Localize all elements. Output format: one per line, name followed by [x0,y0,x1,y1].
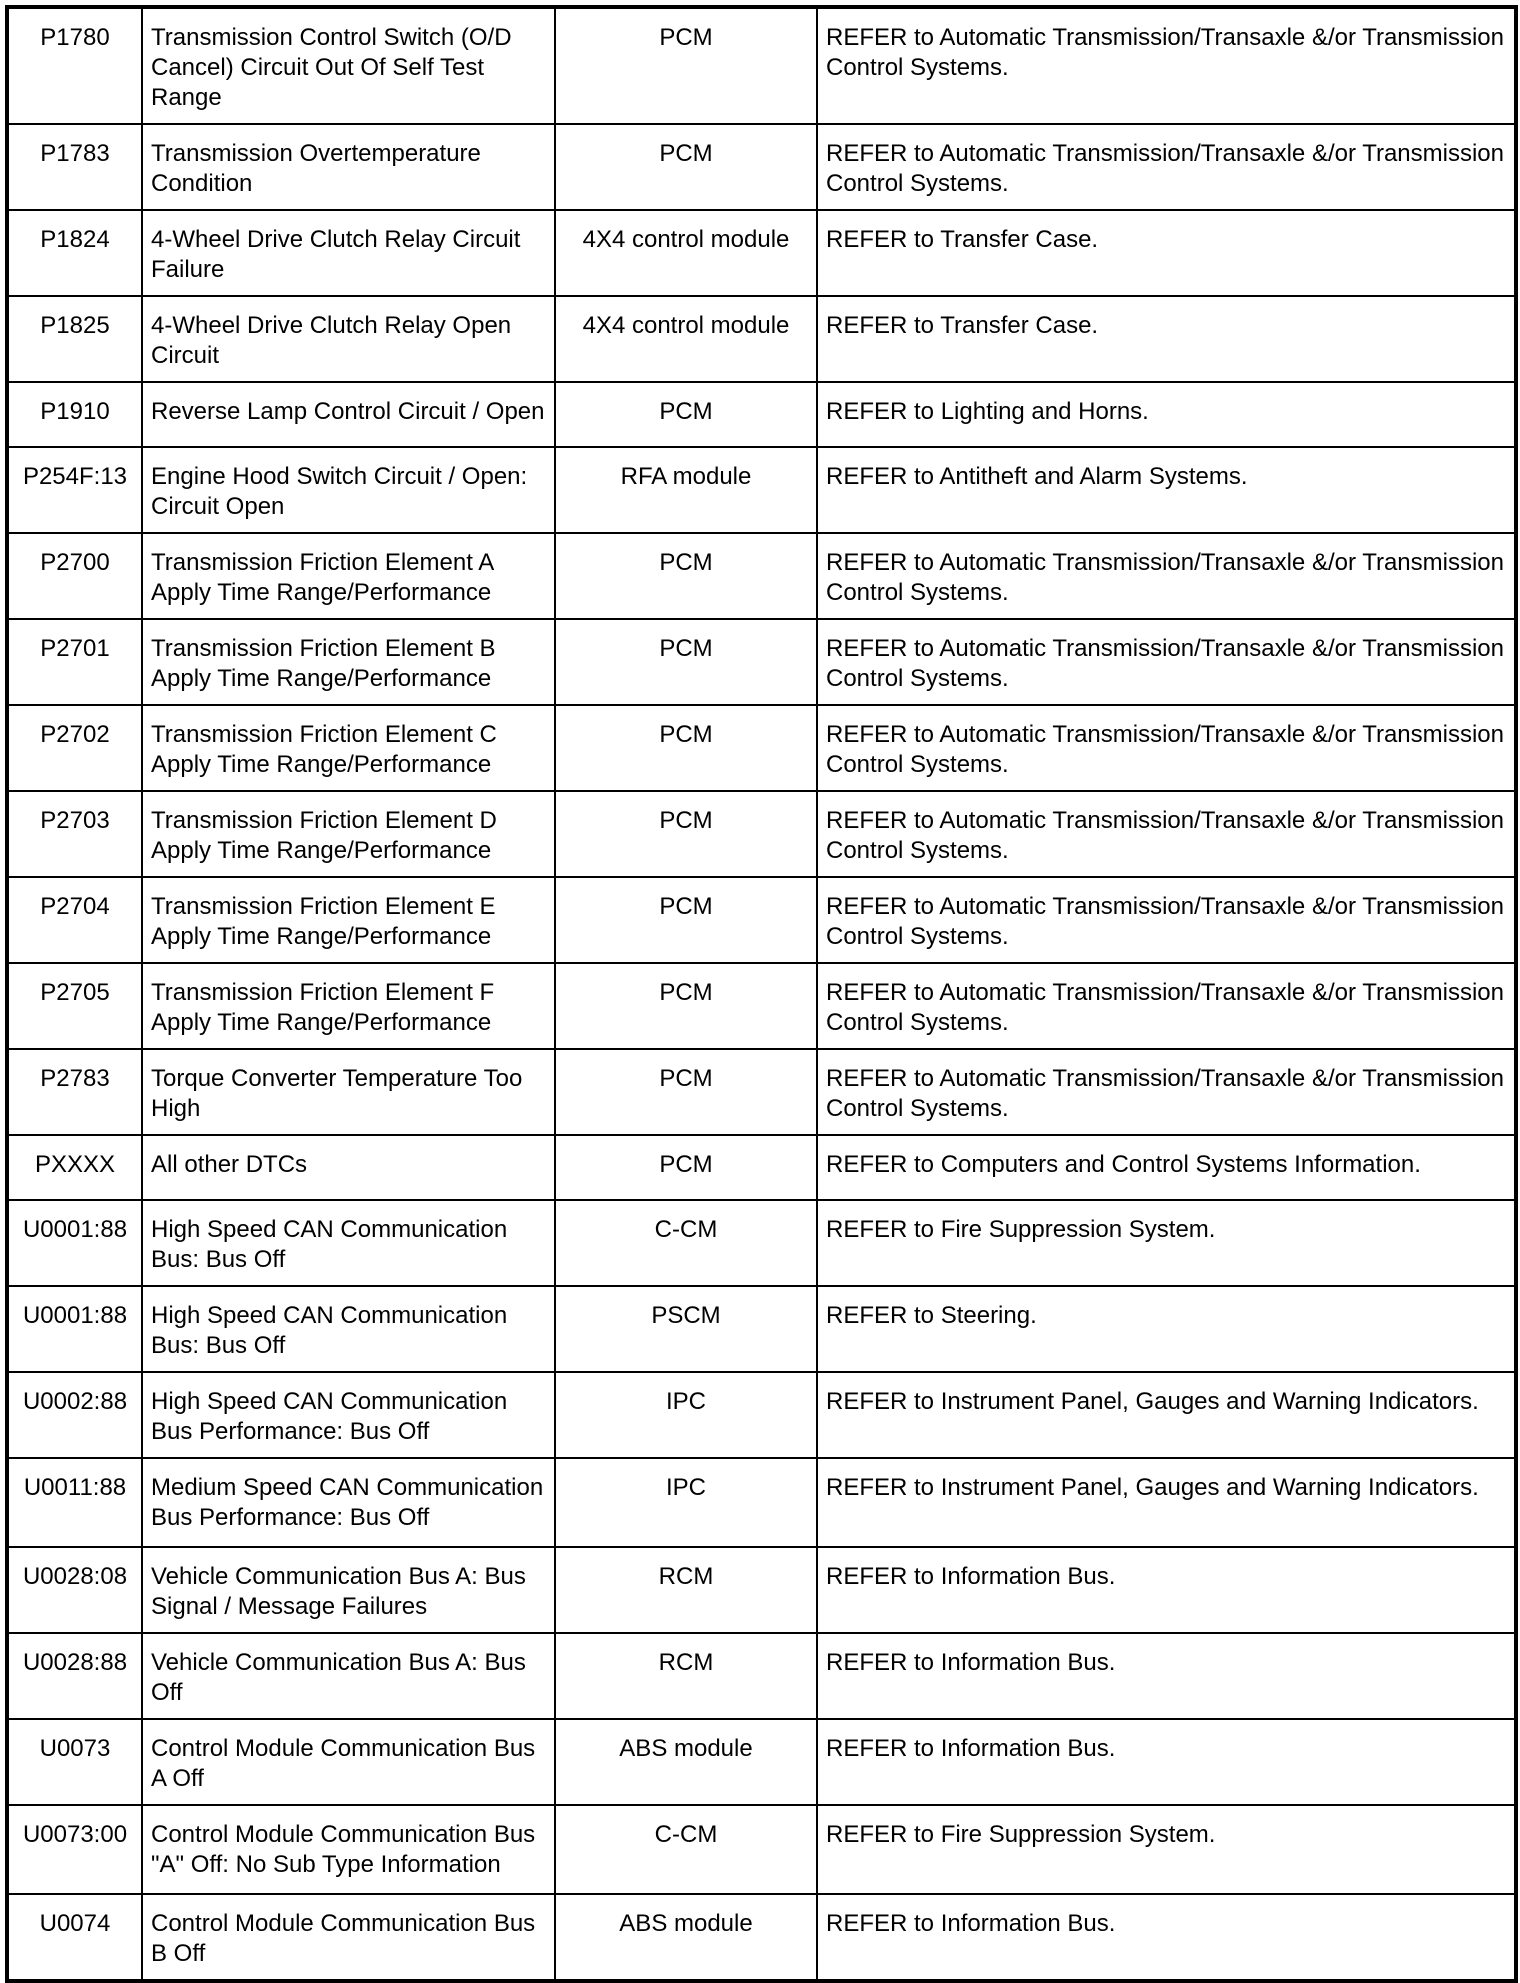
dtc-description: Transmission Overtemperature Condition [142,124,555,210]
table-row [7,791,1516,877]
dtc-code: U0074 [7,1894,142,1981]
table-row [7,1894,1516,1981]
dtc-action: REFER to Information Bus. [817,1547,1516,1633]
table-row [7,1458,1516,1547]
table-row [7,296,1516,382]
dtc-description: Vehicle Communication Bus A: Bus Off [142,1633,555,1719]
dtc-action: REFER to Automatic Transmission/Transaxle &/or Transmission Control Systems. [817,705,1516,791]
table-row [7,382,1516,447]
dtc-module: PCM [555,533,817,619]
dtc-description: Transmission Friction Element C Apply Time Range/Performance [142,705,555,791]
dtc-description: Control Module Communication Bus "A" Off: No Sub Type Information [142,1805,555,1894]
dtc-code: U0001:88 [7,1286,142,1372]
dtc-action: REFER to Transfer Case. [817,296,1516,382]
dtc-description: Transmission Friction Element A Apply Time Range/Performance [142,533,555,619]
dtc-module: RCM [555,1633,817,1719]
dtc-code: P2783 [7,1049,142,1135]
dtc-module: PCM [555,619,817,705]
dtc-module: PCM [555,382,817,447]
table-row [7,1633,1516,1719]
dtc-description: Engine Hood Switch Circuit / Open: Circuit Open [142,447,555,533]
table-row [7,1719,1516,1805]
dtc-description: Control Module Communication Bus A Off [142,1719,555,1805]
dtc-description: Transmission Friction Element D Apply Time Range/Performance [142,791,555,877]
dtc-module: 4X4 control module [555,296,817,382]
dtc-code: P1783 [7,124,142,210]
dtc-description: High Speed CAN Communication Bus: Bus Off [142,1286,555,1372]
dtc-code: U0028:08 [7,1547,142,1633]
dtc-action: REFER to Automatic Transmission/Transaxle &/or Transmission Control Systems. [817,963,1516,1049]
dtc-module: C-CM [555,1200,817,1286]
dtc-action: REFER to Transfer Case. [817,210,1516,296]
dtc-action: REFER to Information Bus. [817,1719,1516,1805]
dtc-code: U0002:88 [7,1372,142,1458]
dtc-module: PCM [555,1049,817,1135]
dtc-module: PCM [555,7,817,124]
dtc-description: Reverse Lamp Control Circuit / Open [142,382,555,447]
dtc-module: PCM [555,963,817,1049]
dtc-description: Medium Speed CAN Communication Bus Performance: Bus Off [142,1458,555,1547]
dtc-description: High Speed CAN Communication Bus Performance: Bus Off [142,1372,555,1458]
dtc-module: C-CM [555,1805,817,1894]
dtc-code: U0011:88 [7,1458,142,1547]
dtc-action: REFER to Instrument Panel, Gauges and Warning Indicators. [817,1372,1516,1458]
dtc-table [5,5,1518,1983]
dtc-description: Vehicle Communication Bus A: Bus Signal / Message Failures [142,1547,555,1633]
table-row [7,7,1516,124]
table-row [7,1286,1516,1372]
dtc-action: REFER to Automatic Transmission/Transaxle &/or Transmission Control Systems. [817,124,1516,210]
dtc-code: P1910 [7,382,142,447]
dtc-module: PCM [555,1135,817,1200]
dtc-module: ABS module [555,1719,817,1805]
dtc-code: P2704 [7,877,142,963]
dtc-action: REFER to Fire Suppression System. [817,1805,1516,1894]
dtc-description: Transmission Friction Element F Apply Time Range/Performance [142,963,555,1049]
dtc-module: RCM [555,1547,817,1633]
dtc-module: IPC [555,1458,817,1547]
table-row [7,1135,1516,1200]
dtc-code: P2701 [7,619,142,705]
dtc-description: 4-Wheel Drive Clutch Relay Open Circuit [142,296,555,382]
dtc-module: PCM [555,791,817,877]
table-row [7,124,1516,210]
dtc-description: Torque Converter Temperature Too High [142,1049,555,1135]
table-row [7,877,1516,963]
dtc-code: U0001:88 [7,1200,142,1286]
dtc-action: REFER to Antitheft and Alarm Systems. [817,447,1516,533]
dtc-description: Transmission Friction Element B Apply Time Range/Performance [142,619,555,705]
dtc-table-body [7,7,1516,1981]
dtc-module: 4X4 control module [555,210,817,296]
dtc-code: P2703 [7,791,142,877]
dtc-action: REFER to Lighting and Horns. [817,382,1516,447]
dtc-code: P2702 [7,705,142,791]
dtc-description: Control Module Communication Bus B Off [142,1894,555,1981]
dtc-module: PCM [555,877,817,963]
dtc-module: IPC [555,1372,817,1458]
dtc-code: P2700 [7,533,142,619]
dtc-description: Transmission Friction Element E Apply Time Range/Performance [142,877,555,963]
dtc-action: REFER to Computers and Control Systems Information. [817,1135,1516,1200]
dtc-module: RFA module [555,447,817,533]
dtc-code: U0028:88 [7,1633,142,1719]
dtc-action: REFER to Automatic Transmission/Transaxle &/or Transmission Control Systems. [817,877,1516,963]
dtc-action: REFER to Automatic Transmission/Transaxle &/or Transmission Control Systems. [817,7,1516,124]
table-row [7,963,1516,1049]
dtc-action: REFER to Instrument Panel, Gauges and Warning Indicators. [817,1458,1516,1547]
dtc-module: PSCM [555,1286,817,1372]
dtc-code: U0073:00 [7,1805,142,1894]
table-row [7,1200,1516,1286]
dtc-action: REFER to Automatic Transmission/Transaxle &/or Transmission Control Systems. [817,791,1516,877]
dtc-code: U0073 [7,1719,142,1805]
dtc-code: PXXXX [7,1135,142,1200]
dtc-description: Transmission Control Switch (O/D Cancel) Circuit Out Of Self Test Range [142,7,555,124]
table-row [7,1805,1516,1894]
dtc-description: High Speed CAN Communication Bus: Bus Off [142,1200,555,1286]
table-row [7,447,1516,533]
dtc-code: P2705 [7,963,142,1049]
dtc-code: P1780 [7,7,142,124]
table-row [7,1372,1516,1458]
dtc-description: All other DTCs [142,1135,555,1200]
table-row [7,1547,1516,1633]
dtc-code: P254F:13 [7,447,142,533]
dtc-action: REFER to Automatic Transmission/Transaxle &/or Transmission Control Systems. [817,1049,1516,1135]
dtc-description: 4-Wheel Drive Clutch Relay Circuit Failure [142,210,555,296]
table-row [7,1049,1516,1135]
dtc-module: ABS module [555,1894,817,1981]
dtc-code: P1825 [7,296,142,382]
dtc-action: REFER to Automatic Transmission/Transaxle &/or Transmission Control Systems. [817,619,1516,705]
table-row [7,619,1516,705]
dtc-action: REFER to Information Bus. [817,1633,1516,1719]
dtc-action: REFER to Fire Suppression System. [817,1200,1516,1286]
dtc-action: REFER to Steering. [817,1286,1516,1372]
dtc-action: REFER to Information Bus. [817,1894,1516,1981]
dtc-module: PCM [555,124,817,210]
table-row [7,210,1516,296]
dtc-action: REFER to Automatic Transmission/Transaxle &/or Transmission Control Systems. [817,533,1516,619]
table-row [7,533,1516,619]
dtc-code: P1824 [7,210,142,296]
table-row [7,705,1516,791]
dtc-module: PCM [555,705,817,791]
